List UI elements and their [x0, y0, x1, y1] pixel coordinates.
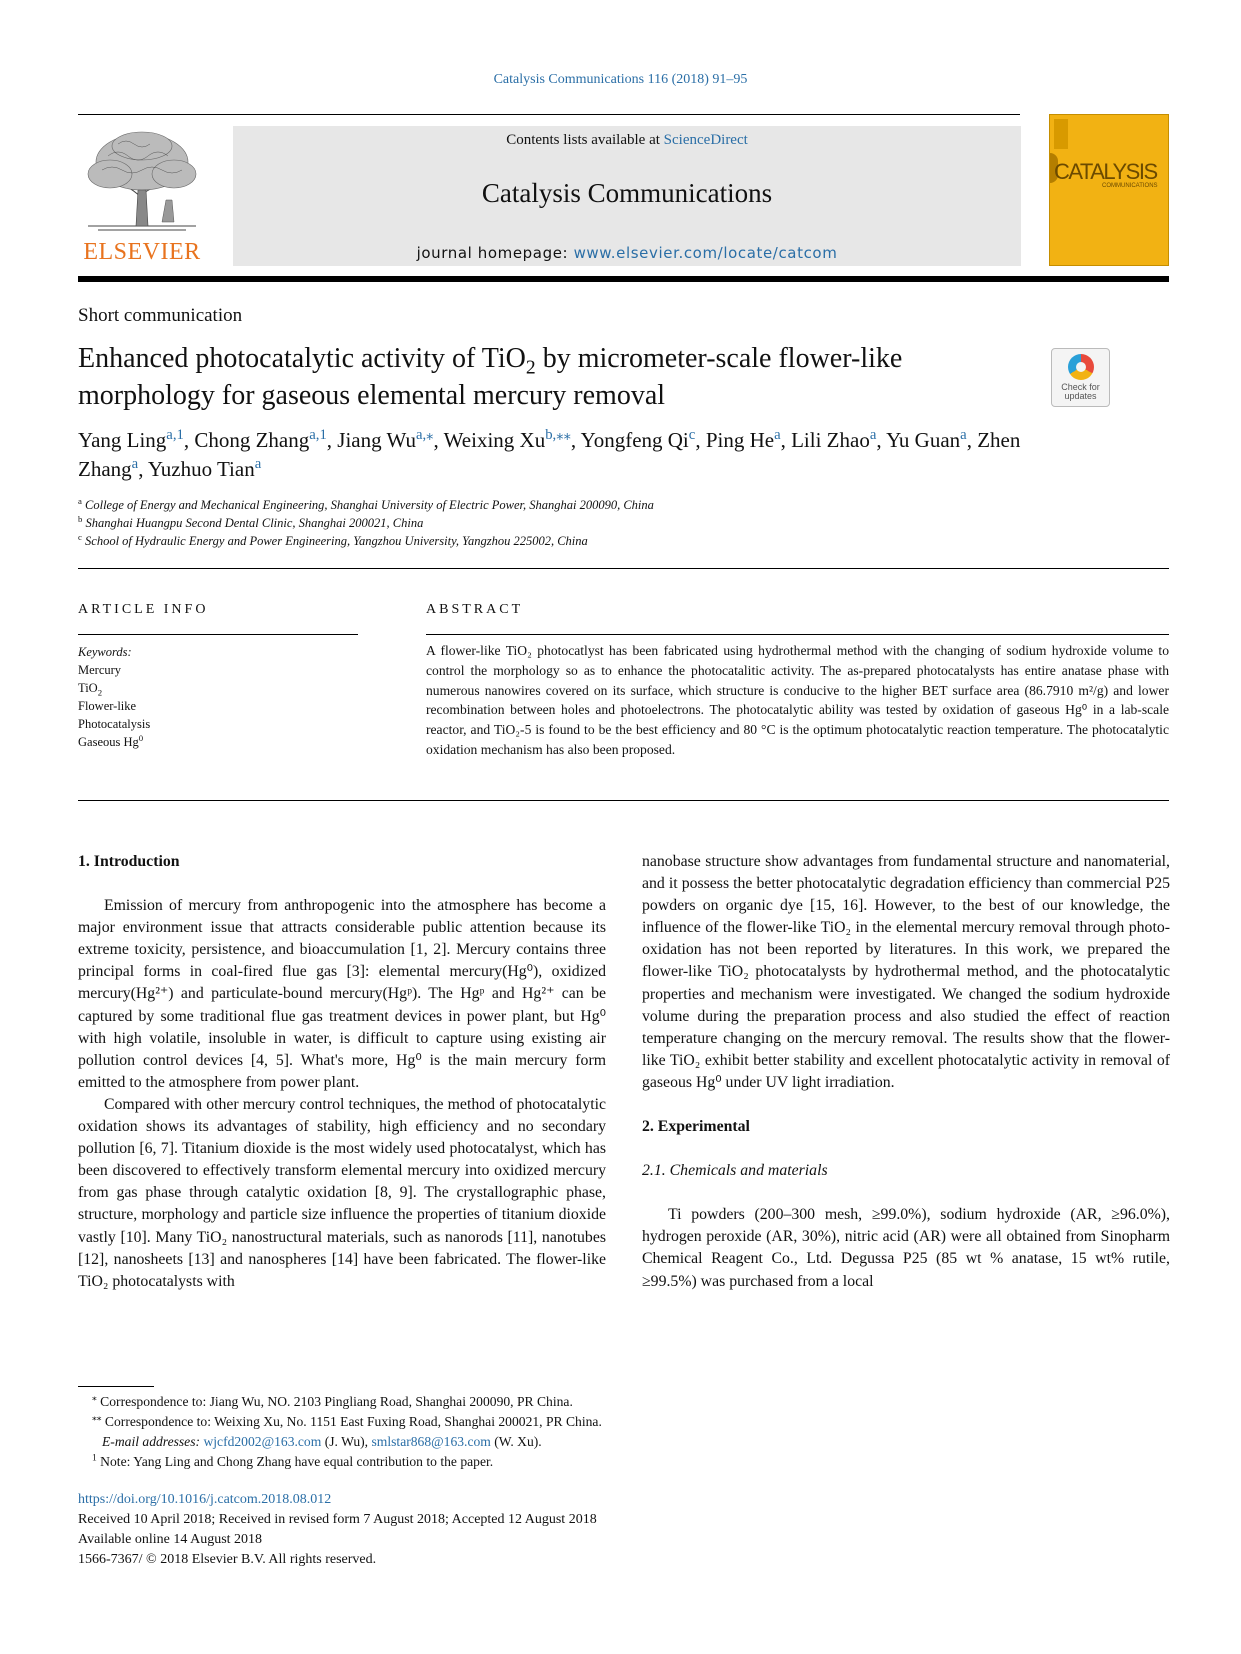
affiliations-divider: [78, 568, 1169, 569]
author-name[interactable]: Zhen Zhang: [78, 428, 1021, 481]
intro-paragraph-2: Compared with other mercury control techniques, the method of photocatalytic oxidation shows its advantages of stability, high efficiency and no secondary pollution [6, 7]. Titanium dioxide is the most widely used photocatalyst, which has been discovered to effectively transform elemental mercury into oxidized mercury from gas phase through catalytic oxidation [8, 9]. The crystallographic phase, structure, morphology and particle size influence the properties of titanium dioxide vastly [10]. Many TiO₂ nanostructural materials, such as nanorods [11], nanotubes [12], nanosheets [13] and nanospheres [14] have been fabricated. The flower-like TiO₂ photocatalysts with: [78, 1095, 606, 1290]
cover-subtitle: COMMUNICATIONS: [1102, 183, 1158, 189]
author-name[interactable]: Chong Zhang: [194, 428, 310, 452]
author-name[interactable]: Ping He: [705, 428, 775, 452]
section-title-experimental: 2. Experimental: [642, 1118, 750, 1136]
email-link-wu[interactable]: wjcfd2002@163.com: [203, 1434, 322, 1449]
crossmark-icon: [1068, 354, 1094, 380]
cover-title: CATALYSIS: [1054, 159, 1157, 184]
affiliation-line: $^c$ School of Hydraulic Energy and Power Engineering, Yangzhou University, Yangzhou 225002, China: [78, 531, 588, 548]
footnote-text: Correspondence to: Weixing Xu, No. 1151 East Fuxing Road, Shanghai 200021, PR China.: [104, 1414, 602, 1429]
elsevier-tree-icon: [78, 126, 206, 234]
copyright: 1566-7367/ © 2018 Elsevier B.V. All rights reserved.: [78, 1552, 377, 1567]
author-affiliation-marker[interactable]: c: [688, 427, 696, 443]
section-title-introduction: 1. Introduction: [78, 853, 180, 870]
footnote-equal-contribution: $^1$ Note: Yang Ling and Chong Zhang have equal contribution to the paper.: [92, 1453, 494, 1469]
chemicals-paragraph: Ti powders (200–300 mesh, ≥99.0%), sodium hydroxide (AR, ≥96.0%), hydrogen peroxide (AR, 30%), nitric acid (AR) were all obtained from Sinopharm Chemical Reagent Co., Ltd. Degussa P25 (85 wt % anatase, 15 wt% rutile, ≥99.5%) was purchased from a local: [642, 1206, 1170, 1290]
doi-link[interactable]: https://doi.org/10.1016/j.catcom.2018.08.012: [78, 1492, 332, 1507]
author-affiliation-marker[interactable]: a,⁎: [415, 427, 434, 443]
author-affiliation-marker[interactable]: a: [774, 427, 781, 443]
body-left-column: [78, 851, 606, 1293]
footnote-correspondence-2: ⁎⁎ Correspondence to: Weixing Xu, No. 1151 East Fuxing Road, Shanghai 200021, PR China.: [92, 1413, 602, 1429]
header-thick-divider: [78, 276, 1169, 282]
sciencedirect-link[interactable]: ScienceDirect: [663, 132, 748, 148]
elsevier-logo: [78, 126, 206, 266]
journal-citation-link[interactable]: Catalysis Communications 116 (2018) 91–95: [493, 72, 748, 87]
author-affiliation-marker[interactable]: a: [254, 456, 262, 472]
intro-paragraph-1: Emission of mercury from anthropogenic into the atmosphere has become a major environment issue that attracts considerable public attention because its extreme toxicity, persistence, and bioaccumulation [1, 2]. Mercury contains three principal forms in coal-fired flue gas [3]: elemental mercury(Hg⁰), oxidized mercury(Hg²⁺) and particulate-bound mercury(Hgᵖ). The Hgᵖ and Hg²⁺ can be captured by some traditional flue gas treatment devices in power plant, but Hg⁰ with high volatile, insoluble in water, is difficult to capture using existing air pollution control devices [4, 5]. What's more, Hg⁰ is the main mercury form emitted to the atmosphere from power plant.: [78, 897, 606, 1091]
article-info-divider: [78, 634, 358, 635]
author-name[interactable]: Yang Ling: [78, 428, 167, 452]
author-name[interactable]: Yu Guan: [886, 428, 961, 452]
spacer: [642, 1094, 1170, 1116]
email-owner: (J. Wu),: [321, 1434, 372, 1449]
article-title: [78, 340, 1018, 414]
keyword-item: Photocatalysis: [78, 717, 151, 731]
abstract-text: A flower-like TiO₂ photocatlyst has been fabricated using hydrothermal method with the changing of sodium hydroxide volume to control the morphology so as to enhance the photocatalitic activity. The as-prepared photocatalysts has entire anatase phase with numerous nanowires covered on its surface, which structure is conducive to the higher BET surface area (86.7910 m²/g) and lower recombination between holes and photoelectrons. The photocatalytic ability was tested by oxidation of gaseous Hg⁰ in a lab-scale reactor, and TiO₂-5 is found to be the best efficiency and 80 °C is the optimum photocatalytic reaction temperature. The photocatalytic oxidation mechanism has also been proposed.: [426, 643, 1169, 757]
author-list: Yang Ling$^{a,1}$, Chong Zhang$^{a,1}$, Jiang $Wu^{a,⁎}$, Weixing $Xu^{b,⁎⁎}$, Yongfeng Qi$^c$, Ping He$^a$, Lili Zhao$^a$, Yu Guan$^a$, Zhen Zhang$^a$, Yuzhuo Tian$^a$: [78, 427, 1021, 481]
homepage-line: [233, 244, 1021, 262]
title-subscript: 2: [525, 357, 536, 379]
author-affiliation-marker[interactable]: a: [960, 427, 967, 443]
journal-name: Catalysis Communications: [481, 178, 773, 208]
contents-line: [233, 132, 1021, 149]
homepage-prefix: journal homepage:: [416, 244, 574, 262]
author-name[interactable]: Weixing Xu: [443, 428, 546, 452]
author-name[interactable]: Jiang Wu: [337, 428, 416, 452]
abstract-bottom-divider: [78, 800, 1169, 801]
article-type: Short communication: [78, 305, 243, 326]
affiliation-line: $^a$ College of Energy and Mechanical Engineering, Shanghai University of Electric Power, Shanghai 200090, China: [78, 495, 654, 512]
affiliation-key: c: [78, 531, 82, 542]
author-affiliation-marker[interactable]: b,⁎⁎: [545, 427, 571, 443]
author-name[interactable]: Yuzhuo Tian: [147, 457, 255, 481]
journal-cover-thumbnail[interactable]: [1049, 114, 1169, 266]
abstract-heading: ABSTRACT: [426, 602, 524, 617]
keyword-item: Mercury: [78, 663, 122, 677]
footnote-divider: [78, 1386, 154, 1387]
online-date: Available online 14 August 2018: [78, 1532, 263, 1547]
journal-homepage-link[interactable]: www.elsevier.com/locate/catcom: [573, 244, 838, 262]
keywords-block: [78, 643, 150, 751]
footnote-emails: [78, 1432, 602, 1452]
footnotes: [78, 1392, 602, 1472]
author-name[interactable]: Lili Zhao: [791, 428, 870, 452]
footnote-text: Note: Yang Ling and Chong Zhang have equal contribution to the paper.: [100, 1454, 494, 1469]
subsection-title-chemicals: 2.1. Chemicals and materials: [642, 1162, 828, 1180]
article-info-heading: ARTICLE INFO: [78, 602, 209, 617]
spacer: [642, 1138, 1170, 1160]
email-label: E-mail addresses:: [102, 1434, 204, 1449]
contents-prefix: Contents lists available at: [506, 132, 664, 148]
received-dates: Received 10 April 2018; Received in revised form 7 August 2018; Accepted 12 August 2018: [78, 1512, 597, 1527]
email-owner: (W. Xu).: [490, 1434, 542, 1449]
keyword-item: Flower-like: [78, 699, 137, 713]
cover-mark: [1054, 119, 1068, 149]
author-name[interactable]: Yongfeng Qi: [580, 428, 689, 452]
affiliation-line: $^b$ Shanghai Huangpu Second Dental Clinic, Shanghai 200021, China: [78, 513, 424, 530]
author-affiliation-marker[interactable]: a: [869, 427, 877, 443]
title-part1: Enhanced photocatalytic activity of TiO: [78, 343, 526, 374]
publication-info: [78, 1490, 597, 1570]
spacer: [642, 1182, 1170, 1204]
abstract-divider: [426, 634, 1169, 635]
check-for-updates-button[interactable]: [1051, 348, 1110, 407]
journal-header-box: [233, 126, 1021, 266]
body-right-column: [642, 851, 1170, 1293]
intro-paragraph-3: nanobase structure show advantages from fundamental structure and nanomaterial, and it possess the better photocatalytic degradation efficiency than commercial P25 powders on organic dye [15, 16]. However, to the best of our knowledge, the influence of the flower-like TiO₂ in the elemental mercury removal through photo-oxidation has not been reported by literatures. In this work, we prepared the flower-like TiO₂ photocatalysts by hydrothermal method, and the photocatalytic properties and mechanism were investigated. We changed the sodium hydroxide volume during the preparation process and also studied the effect of reaction temperature changing on the mercury removal. The results show that the flower-like TiO₂ exhibit better stability and excellent photocatalytic activity in removal of gaseous Hg⁰ under UV light irradiation.: [642, 853, 1170, 1091]
author-affiliation-marker[interactable]: a,1: [309, 427, 327, 443]
keyword-item: Gaseous Hg$^0$: [78, 732, 144, 749]
elsevier-wordmark: ELSEVIER: [83, 239, 201, 265]
footnote-text: Correspondence to: Jiang Wu, NO. 2103 Pingliang Road, Shanghai 200090, PR China.: [100, 1394, 573, 1409]
spacer: [78, 873, 606, 895]
check-updates-label: Check for updates: [1061, 382, 1100, 401]
affiliation-key: b: [78, 513, 83, 524]
keyword-item: TiO$_2$: [78, 681, 103, 698]
affiliations: [78, 496, 654, 550]
email-link-xu[interactable]: smlstar868@163.com: [371, 1434, 491, 1449]
title-part2: by micrometer-scale flower-like morphology for gaseous elemental mercury removal: [78, 343, 903, 411]
affiliation-key: a: [78, 495, 82, 506]
header-divider: [78, 114, 1020, 115]
author-affiliation-marker[interactable]: a,1: [166, 427, 184, 443]
keywords-label: Keywords:: [78, 645, 132, 659]
author-affiliation-marker[interactable]: a: [131, 456, 139, 472]
footnote-correspondence-1: ⁎ Correspondence to: Jiang Wu, NO. 2103 Pingliang Road, Shanghai 200090, PR China.: [92, 1393, 573, 1409]
